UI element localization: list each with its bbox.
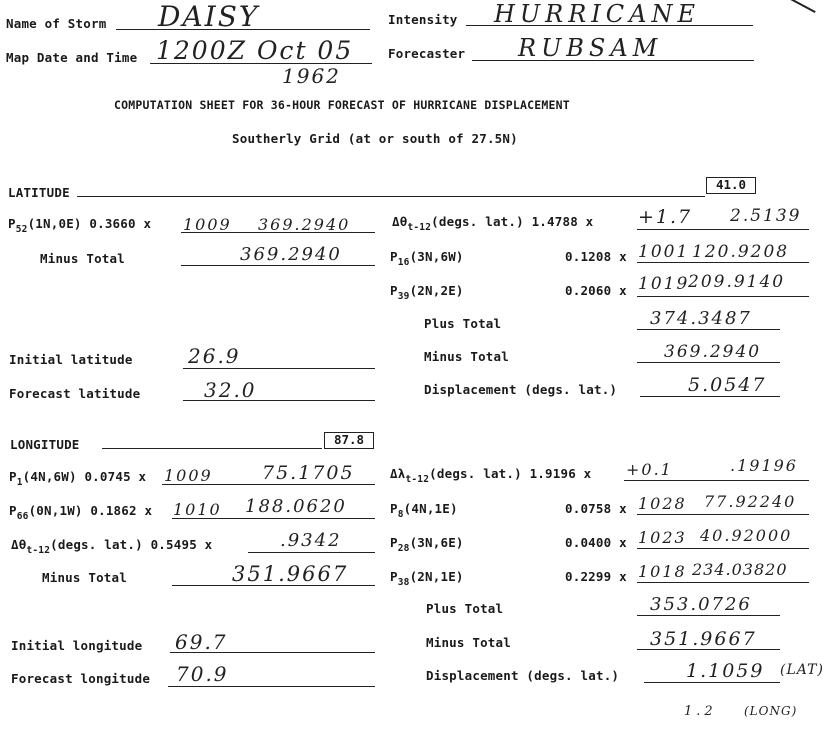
p39-line xyxy=(637,296,809,297)
intensity-label: Intensity xyxy=(388,12,458,27)
lat-minus-total2-line xyxy=(637,362,780,363)
p28-input: 1023 xyxy=(638,528,687,547)
longitude-box: 87.8 xyxy=(324,432,374,449)
lon-minus-total2-value: 351.9667 xyxy=(650,628,757,650)
storm-name-label: Name of Storm xyxy=(6,16,107,31)
p28-product: 40.92000 xyxy=(700,526,793,545)
lon-plus-total-line xyxy=(637,615,780,616)
storm-name-value: DAISY xyxy=(158,0,260,33)
initial-longitude-value: 69.7 xyxy=(175,630,228,654)
lat-displacement-value: 5.0547 xyxy=(688,374,767,396)
p1-label: $P_1(4N,6W)$ 0.0745 x xyxy=(9,469,147,488)
p16-line xyxy=(637,262,809,263)
lat-plus-total-line xyxy=(637,329,780,330)
p8-label: $P_8(4N,1E)$ xyxy=(390,501,458,520)
lat-displacement-label: Displacement (degs. lat.) xyxy=(424,382,618,397)
forecast-longitude-line xyxy=(168,686,375,687)
lat-minus-total-line xyxy=(181,265,375,266)
p66-label: $P_{66}(0N,1W)$ 0.1862 x xyxy=(9,503,153,522)
p52-label: $P_{52}(1N,0E)$ 0.3660 x xyxy=(8,216,152,235)
initial-latitude-value: 26.9 xyxy=(188,344,241,368)
lon-displacement-note: (LAT) xyxy=(780,662,824,678)
p8-input: 1028 xyxy=(638,494,687,513)
p16-input: 1001 xyxy=(638,242,690,262)
longitude-heading: LONGITUDE xyxy=(10,437,80,452)
latitude-heading: LATITUDE xyxy=(8,185,70,200)
p38-label: $P_{38}(2N,1E)$ xyxy=(390,569,464,588)
p28-label: $P_{28}(3N,6E)$ xyxy=(390,535,464,554)
dlambda-input: +0.1 xyxy=(626,460,673,479)
p52-product: 369.2940 xyxy=(258,215,351,234)
initial-longitude-label: Initial longitude xyxy=(11,638,143,653)
map-date-label: Map Date and Time xyxy=(6,50,138,65)
p66-product: 188.0620 xyxy=(245,496,347,517)
initial-latitude-label: Initial latitude xyxy=(9,352,133,367)
p16-label: $P_{16}(3N,6W)$ xyxy=(390,249,464,268)
lat-minus-total-label: Minus Total xyxy=(40,251,125,266)
forecast-latitude-value: 32.0 xyxy=(204,378,257,402)
forecaster-value: RUBSAM xyxy=(518,34,663,62)
p8-line xyxy=(637,514,809,515)
p28-coef: 0.0400 x xyxy=(565,535,627,550)
p16-product: 120.9208 xyxy=(692,242,790,262)
lat-dtheta-input: +1.7 xyxy=(638,206,693,228)
dlambda-product: .19196 xyxy=(730,456,798,475)
lat-dtheta-label: $\Delta\theta_{t-12}(degs$. lat.) 1.4788 x xyxy=(392,214,594,233)
lat-dtheta-line xyxy=(637,229,809,230)
corner-mark xyxy=(762,0,827,13)
lon-dtheta-label: $\Delta\theta_{t-12}(degs$. lat.) 0.5495 x xyxy=(11,537,213,556)
p16-coef: 0.1208 x xyxy=(565,249,627,264)
latitude-heading-line xyxy=(77,196,705,197)
lat-minus-total2-value: 369.2940 xyxy=(664,342,762,362)
lat-plus-total-value: 374.3487 xyxy=(650,308,752,329)
p8-coef: 0.0758 x xyxy=(565,501,627,516)
lon-displacement-label: Displacement (degs. lat.) xyxy=(426,668,620,683)
p39-coef: 0.2060 x xyxy=(565,283,627,298)
latitude-box: 41.0 xyxy=(706,177,756,194)
p38-product: 234.03820 xyxy=(692,560,788,579)
lon-minus-total-label: Minus Total xyxy=(42,570,127,585)
longitude-heading-line xyxy=(102,448,322,449)
lon-minus-total-value: 351.9667 xyxy=(232,562,349,586)
lon-displacement-value: 1.1059 xyxy=(686,660,765,682)
forecast-longitude-value: 70.9 xyxy=(176,662,229,686)
p8-product: 77.92240 xyxy=(704,492,797,511)
p38-coef: 0.2299 x xyxy=(565,569,627,584)
p66-input: 1010 xyxy=(173,500,222,519)
forecast-longitude-label: Forecast longitude xyxy=(11,671,151,686)
p38-line xyxy=(637,582,809,583)
intensity-value: HURRICANE xyxy=(494,0,700,28)
forecast-latitude-label: Forecast latitude xyxy=(9,386,141,401)
lat-plus-total-label: Plus Total xyxy=(424,316,502,331)
long-note: (LONG) xyxy=(744,704,798,718)
p1-product: 75.1705 xyxy=(262,462,355,484)
sheet-subtitle: Southerly Grid (at or south of 27.5N) xyxy=(232,131,518,146)
p52-input: 1009 xyxy=(183,215,232,234)
p38-input: 1018 xyxy=(638,562,687,581)
dlambda-label: $\Delta\lambda_{t-12}(degs$. lat.) 1.9196 x xyxy=(390,466,592,485)
p39-input: 1019 xyxy=(638,274,690,294)
lat-minus-total-value: 369.2940 xyxy=(240,244,342,265)
lon-dtheta-line xyxy=(248,552,375,553)
lat-dtheta-product: 2.5139 xyxy=(730,206,802,226)
lon-dtheta-product: .9342 xyxy=(280,530,342,551)
forecaster-label: Forecaster xyxy=(388,46,466,61)
lon-minus-total2-label: Minus Total xyxy=(426,635,511,650)
lat-displacement-line xyxy=(640,396,780,397)
initial-latitude-line xyxy=(183,368,375,369)
lat-minus-total2-label: Minus Total xyxy=(424,349,509,364)
p28-line xyxy=(637,548,809,549)
dlambda-line xyxy=(624,480,809,481)
year-value: 1962 xyxy=(282,64,341,88)
sheet-title: COMPUTATION SHEET FOR 36-HOUR FORECAST OF HURRICANE DISPLACEMENT xyxy=(114,98,570,112)
long-value: 1.2 xyxy=(684,704,717,719)
lon-displacement-line xyxy=(644,682,780,683)
p39-product: 209.9140 xyxy=(688,272,786,292)
p1-input: 1009 xyxy=(164,466,213,485)
map-date-value: 1200Z Oct 05 xyxy=(156,36,354,65)
lon-plus-total-label: Plus Total xyxy=(426,601,504,616)
lon-plus-total-value: 353.0726 xyxy=(650,594,752,615)
p39-label: $P_{39}(2N,2E)$ xyxy=(390,283,464,302)
